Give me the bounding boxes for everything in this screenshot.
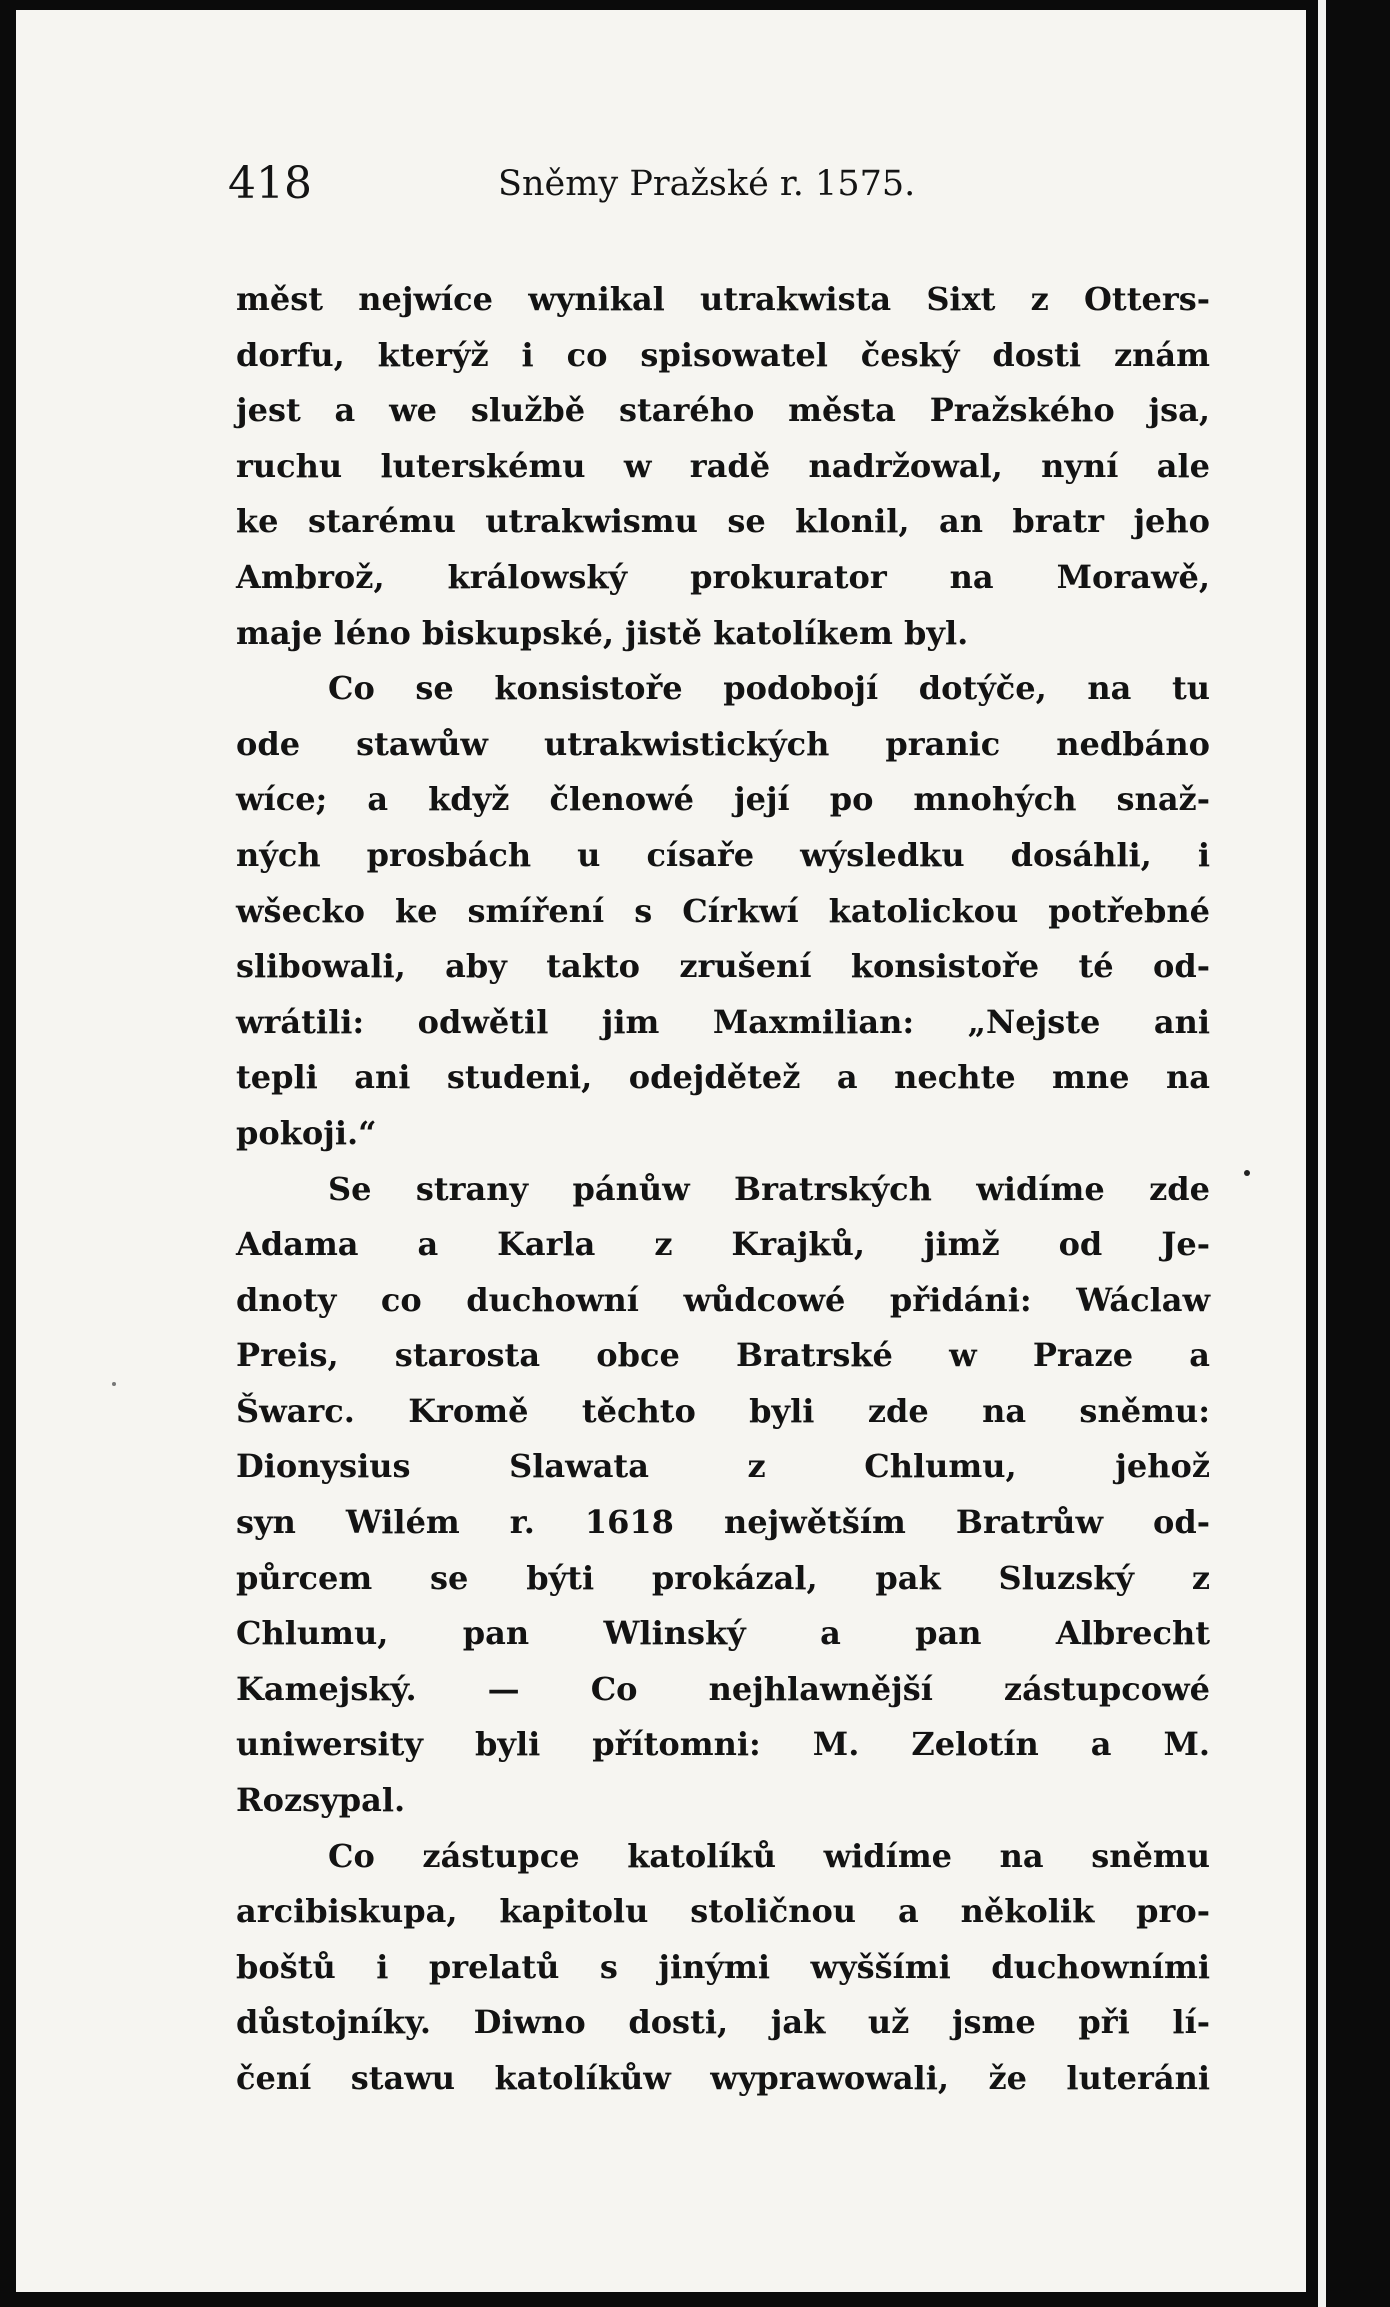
text-line: wíce; a když členowé její po mnohých snaž- — [236, 780, 1210, 819]
scan-edge — [1318, 0, 1326, 2307]
text-line: ode stawůw utrakwistických pranic nedbáno — [236, 724, 1210, 763]
text-line: pokoji.“ — [236, 1113, 377, 1152]
text-line: wrátili: odwětil jim Maxmilian: „Nejste ani — [236, 1002, 1210, 1041]
text-line: slibowali, aby takto zrušení konsistoře té od- — [236, 947, 1210, 986]
text-line: arcibiskupa, kapitolu stoličnou a několik pro- — [236, 1892, 1210, 1931]
text-line: Chlumu, pan Wlinský a pan Albrecht — [236, 1614, 1210, 1653]
text-line: čení stawu katolíkůw wyprawowali, že luteráni — [236, 2059, 1210, 2097]
page-number: 418 — [228, 158, 312, 209]
text-line: Co zástupce katolíků widíme na sněmu — [328, 1836, 1210, 1875]
ink-speck — [112, 1382, 116, 1386]
text-line: Co se konsistoře podobojí dotýče, na tu — [328, 669, 1210, 708]
text-line: Ambrož, králowský prokurator na Morawě, — [236, 557, 1210, 596]
text-line: maje léno biskupské, jistě katolíkem byl. — [236, 613, 969, 652]
text-line: Dionysius Slawata z Chlumu, jehož — [236, 1447, 1210, 1486]
text-line: Kamejský. — Co nejhlawnější zástupcowé — [236, 1669, 1210, 1708]
text-line: Preis, starosta obce Bratrské w Praze a — [236, 1336, 1210, 1375]
body-text — [236, 272, 1210, 2107]
ink-speck — [1244, 1170, 1250, 1176]
text-line: Se strany pánůw Bratrských widíme zde — [328, 1169, 1210, 1208]
text-line: wšecko ke smíření s Církwí katolickou potřebné — [236, 891, 1210, 930]
page-header — [228, 158, 988, 218]
text-line: měst nejwíce wynikal utrakwista Sixt z Otters- — [236, 280, 1210, 318]
text-line: dorfu, kterýž i co spisowatel český dosti znám — [236, 335, 1210, 374]
text-line: Adama a Karla z Krajků, jimž od Je- — [236, 1225, 1210, 1264]
text-line: tepli ani studeni, odejdětež a nechte mne na — [236, 1058, 1210, 1097]
text-line: Rozsypal. — [236, 1781, 406, 1820]
text-line: ruchu luterskému w radě nadržowal, nyní ale — [236, 446, 1210, 485]
text-line: půrcem se býti prokázal, pak Sluzský z — [236, 1558, 1210, 1597]
text-line: ných prosbách u císaře wýsledku dosáhli, i — [236, 835, 1210, 874]
text-line: dnoty co duchowní wůdcowé přidáni: Wáclaw — [236, 1280, 1210, 1319]
text-line: jest a we službě starého města Pražského jsa, — [236, 391, 1210, 430]
text-line: syn Wilém r. 1618 nejwětším Bratrůw od- — [236, 1503, 1210, 1542]
text-line: Šwarc. Kromě těchto byli zde na sněmu: — [236, 1391, 1210, 1430]
text-line: boštů i prelatů s jinými wyššími duchowními — [236, 1947, 1210, 1986]
text-line: ke starému utrakwismu se klonil, an bratr jeho — [236, 502, 1210, 541]
text-line: důstojníky. Diwno dosti, jak už jsme při lí- — [236, 2003, 1210, 2042]
text-line: uniwersity byli přítomni: M. Zelotín a M. — [236, 1725, 1210, 1764]
running-title: Sněmy Pražské r. 1575. — [498, 164, 916, 204]
